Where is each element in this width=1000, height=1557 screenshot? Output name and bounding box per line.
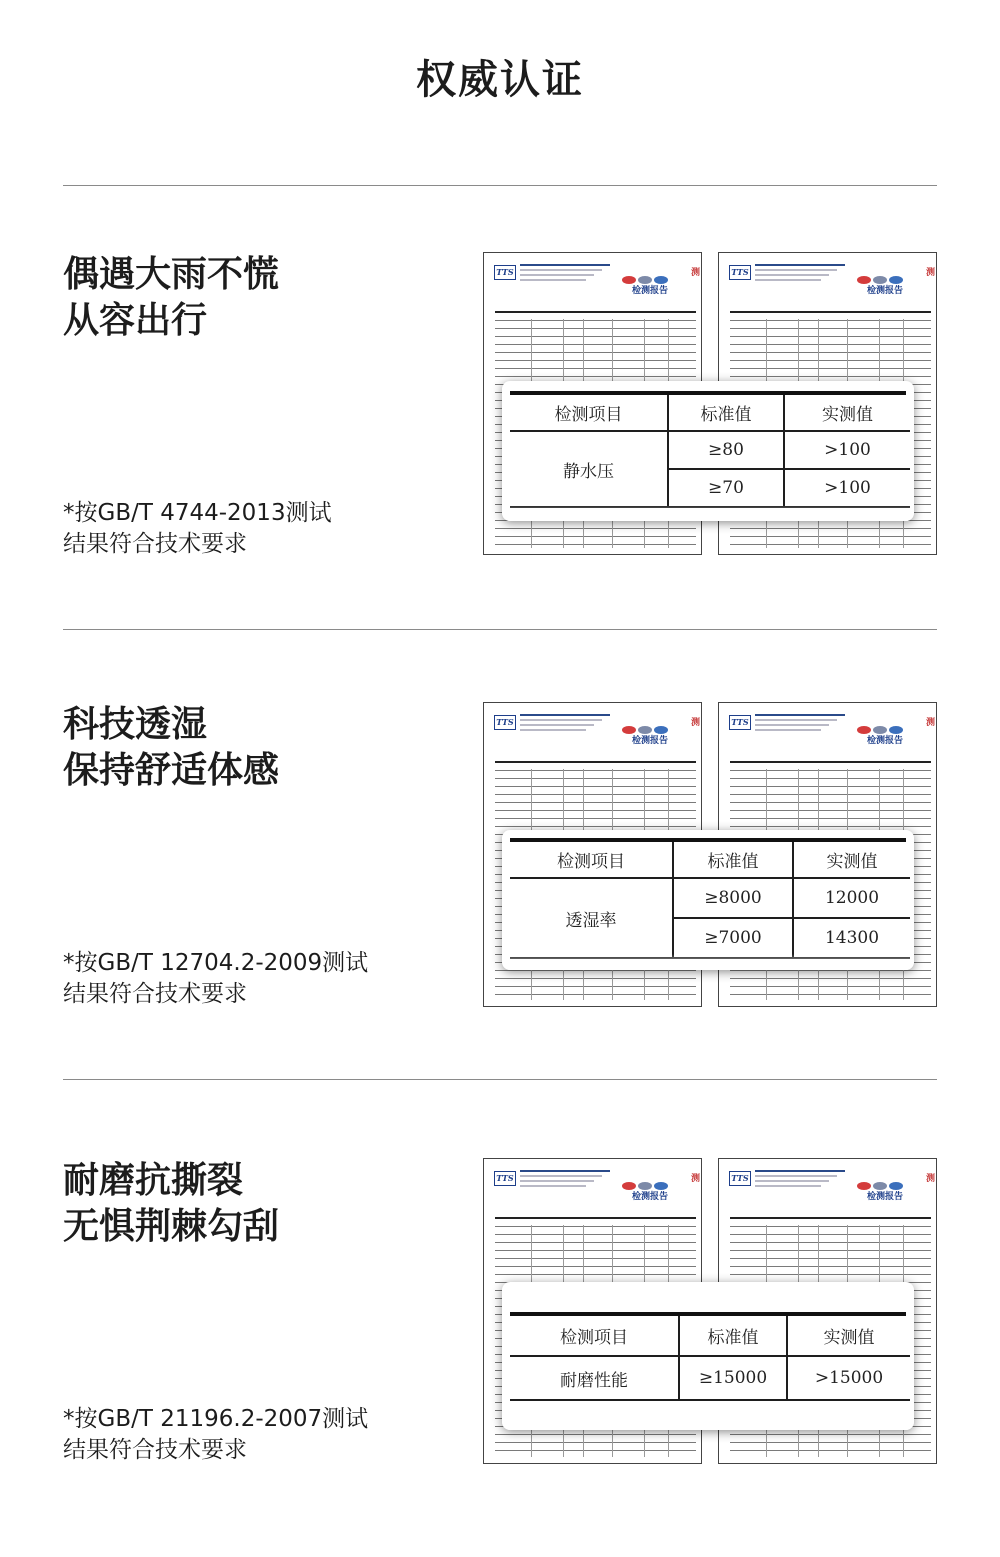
divider <box>63 185 937 186</box>
lab-name-lines <box>520 264 610 284</box>
heading-line: 耐磨抗撕裂 <box>63 1160 244 1201</box>
certification-marks-icon <box>857 719 909 729</box>
report-header <box>494 263 690 303</box>
report-header <box>494 713 690 753</box>
seal-stamp-icon: 测 <box>689 1173 699 1182</box>
lab-logo-icon: TTS <box>729 265 751 280</box>
note-line: 结果符合技术要求 <box>63 981 247 1007</box>
certification-marks-icon <box>857 1175 909 1185</box>
standard-cell: ≥7000 <box>673 918 793 958</box>
report-label: 检测报告 <box>866 736 903 746</box>
certification-marks-icon <box>857 269 909 279</box>
report-header <box>494 1169 690 1209</box>
header-item: 检测项目 <box>510 395 668 431</box>
heading-line: 从容出行 <box>63 300 208 341</box>
seal-stamp-icon: 测 <box>689 717 699 726</box>
header-item: 检测项目 <box>510 842 673 878</box>
result-table <box>510 1316 910 1401</box>
standard-cell: ≥80 <box>668 431 784 469</box>
divider <box>63 629 937 630</box>
result-table-card <box>502 381 914 521</box>
heading-line: 保持舒适体感 <box>63 750 280 791</box>
section-heading <box>63 702 279 794</box>
result-table <box>510 395 910 508</box>
heading-line: 偶遇大雨不慌 <box>63 254 280 295</box>
seal-stamp-icon: 测 <box>924 1173 934 1182</box>
result-table-card <box>502 1282 914 1430</box>
header-standard: 标准值 <box>679 1316 787 1356</box>
certification-marks-icon <box>622 269 674 279</box>
lab-name-lines <box>755 714 845 734</box>
header-item: 检测项目 <box>510 1316 679 1356</box>
note-line: 结果符合技术要求 <box>63 531 247 557</box>
header-standard: 标准值 <box>673 842 793 878</box>
lab-logo-icon: TTS <box>729 715 751 730</box>
lab-logo-icon: TTS <box>494 1171 516 1186</box>
certification-marks-icon <box>622 1175 674 1185</box>
report-header <box>729 713 925 753</box>
report-label: 检测报告 <box>866 1192 903 1202</box>
heading-line: 无惧荆棘勾刮 <box>63 1206 280 1247</box>
measured-cell: >100 <box>784 431 910 469</box>
report-header <box>729 1169 925 1209</box>
measured-cell: 14300 <box>793 918 910 958</box>
heading-line: 科技透湿 <box>63 704 208 745</box>
lab-logo-icon: TTS <box>494 265 516 280</box>
standard-cell: ≥15000 <box>679 1356 787 1400</box>
section-heading <box>63 252 279 344</box>
page-title: 权威认证 <box>416 57 584 103</box>
header-measured: 实测值 <box>787 1316 910 1356</box>
lab-name-lines <box>755 264 845 284</box>
note-line: *按GB/T 12704.2-2009测试 <box>63 950 369 976</box>
result-table-card <box>502 830 914 970</box>
standard-cell: ≥70 <box>668 469 784 507</box>
test-standard-note <box>63 1404 368 1466</box>
item-cell: 静水压 <box>510 431 668 507</box>
report-label: 检测报告 <box>631 286 668 296</box>
note-line: 结果符合技术要求 <box>63 1437 247 1463</box>
lab-name-lines <box>520 1170 610 1190</box>
item-cell: 透湿率 <box>510 878 673 958</box>
measured-cell: 12000 <box>793 878 910 918</box>
report-label: 检测报告 <box>631 736 668 746</box>
seal-stamp-icon: 测 <box>689 267 699 276</box>
section-heading <box>63 1158 279 1250</box>
seal-stamp-icon: 测 <box>924 717 934 726</box>
item-cell: 耐磨性能 <box>510 1356 679 1400</box>
note-line: *按GB/T 21196.2-2007测试 <box>63 1406 369 1432</box>
measured-cell: >15000 <box>787 1356 910 1400</box>
lab-logo-icon: TTS <box>729 1171 751 1186</box>
standard-cell: ≥8000 <box>673 878 793 918</box>
result-table <box>510 842 910 959</box>
lab-name-lines <box>755 1170 845 1190</box>
lab-logo-icon: TTS <box>494 715 516 730</box>
certification-marks-icon <box>622 719 674 729</box>
divider <box>63 1079 937 1080</box>
header-measured: 实测值 <box>784 395 910 431</box>
test-standard-note <box>63 498 332 560</box>
report-header <box>729 263 925 303</box>
report-label: 检测报告 <box>866 286 903 296</box>
note-line: *按GB/T 4744-2013测试 <box>63 500 332 526</box>
measured-cell: >100 <box>784 469 910 507</box>
header-measured: 实测值 <box>793 842 910 878</box>
lab-name-lines <box>520 714 610 734</box>
header-standard: 标准值 <box>668 395 784 431</box>
seal-stamp-icon: 测 <box>924 267 934 276</box>
report-label: 检测报告 <box>631 1192 668 1202</box>
test-standard-note <box>63 948 368 1010</box>
